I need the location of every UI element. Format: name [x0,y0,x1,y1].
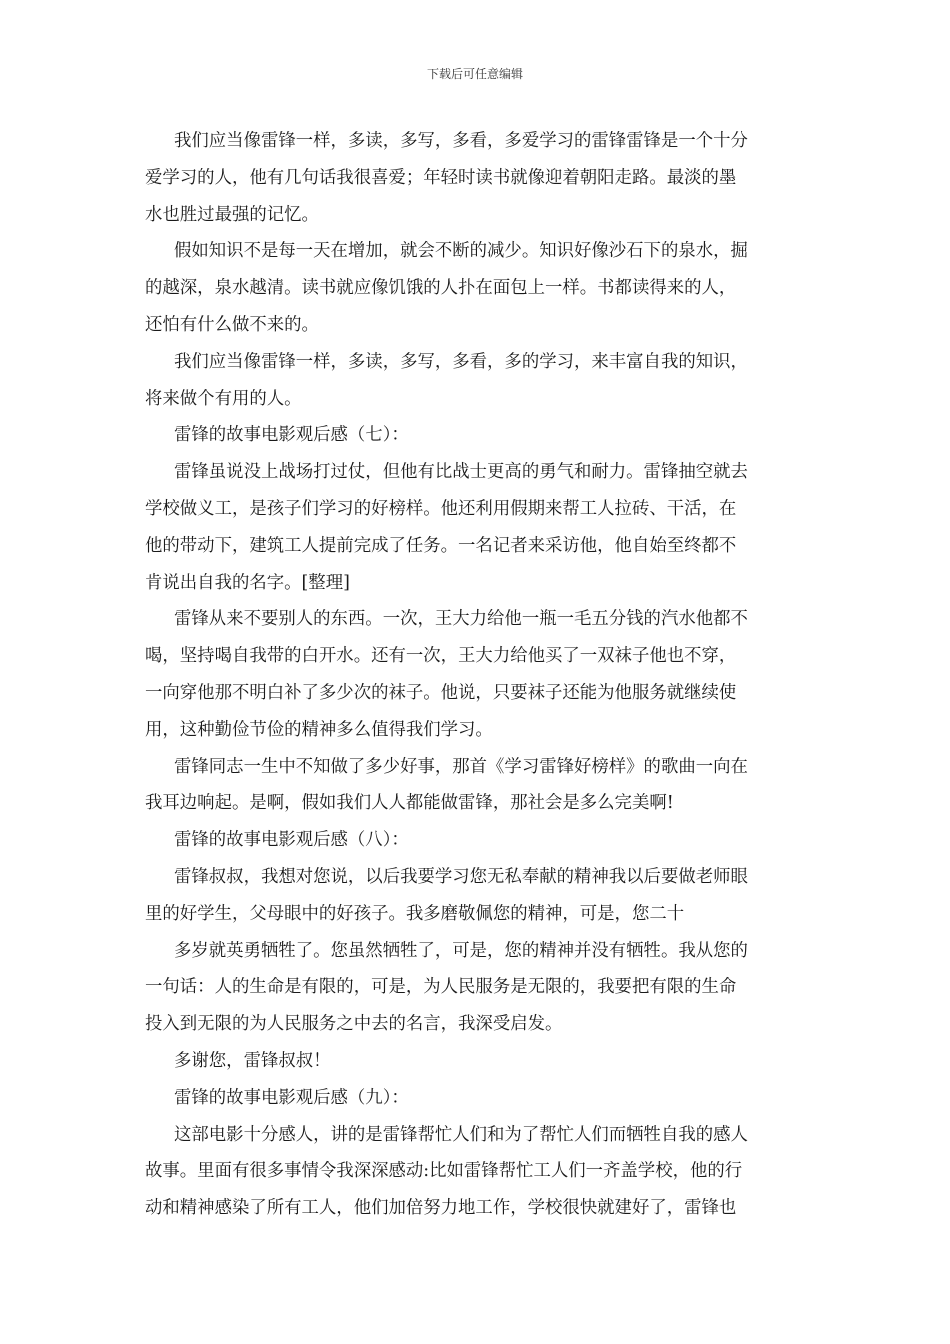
text-line: 雷锋的故事电影观后感（八）： [174,830,409,851]
text-line: 一句话：人的生命是有限的，可是，为人民服务是无限的，我要把有限的生命 [145,977,737,998]
text-line: 投入到无限的为人民服务之中去的名言，我深受启发。 [145,1014,563,1035]
paragraph [145,601,809,748]
paragraph [145,123,809,233]
text-line: 喝，坚持喝自我带的白开水。还有一次，王大力给他买了一双袜子他也不穿， [145,646,737,667]
paragraph [145,417,809,454]
paragraph [145,933,809,1043]
text-line: 雷锋从来不要别人的东西。一次，王大力给他一瓶一毛五分钱的汽水他都不 [174,609,748,630]
paragraph [145,454,809,601]
text-line: 我耳边响起。是啊，假如我们人人都能做雷锋，那社会是多么完美啊! [145,793,674,814]
paragraph [145,233,809,343]
page-header: 下载后可任意编辑 [426,67,523,81]
text-line: 用，这种勤俭节俭的精神多么值得我们学习。 [145,719,493,740]
paragraph [145,1043,809,1080]
text-line: 雷锋同志一生中不知做了多少好事，那首《学习雷锋好榜样》的歌曲一向在 [174,756,748,777]
paragraph [145,749,809,823]
paragraph [145,1117,809,1227]
text-line: 里的好学生，父母眼中的好孩子。我多磨敬佩您的精神，可是，您二十 [145,903,685,924]
text-line: 假如知识不是每一天在增加，就会不断的减少。知识好像沙石下的泉水，掘 [174,241,748,262]
text-line: 还怕有什么做不来的。 [145,314,319,335]
text-line: 这部电影十分感人，讲的是雷锋帮忙人们和为了帮忙人们而牺牲自我的感人 [174,1124,748,1145]
paragraph [145,859,809,933]
text-line: 雷锋的故事电影观后感（九）： [174,1087,409,1108]
paragraph [145,344,809,418]
text-line: 故事。里面有很多事情令我深深感动:比如雷锋帮忙工人们一齐盖学校，他的行 [145,1161,743,1182]
paragraph [145,1080,809,1117]
text-line: 的越深，泉水越清。读书就应像饥饿的人扑在面包上一样。书都读得来的人， [145,278,737,299]
paragraph [145,822,809,859]
text-line: 多谢您，雷锋叔叔！ [174,1050,331,1071]
text-line: 动和精神感染了所有工人，他们加倍努力地工作，学校很快就建好了，雷锋也 [145,1198,737,1219]
text-line: 他的带动下，建筑工人提前完成了任务。一名记者来采访他，他自始至终都不 [145,535,737,556]
text-line: 多岁就英勇牺牲了。您虽然牺牲了，可是，您的精神并没有牺牲。我从您的 [174,940,748,961]
text-line: 雷锋虽说没上战场打过仗，但他有比战士更高的勇气和耐力。雷锋抽空就去 [174,462,748,483]
text-line: 爱学习的人，他有几句话我很喜爱；年轻时读书就像迎着朝阳走路。最淡的墨 [145,167,737,188]
text-line: 我们应当像雷锋一样，多读，多写，多看，多的学习，来丰富自我的知识， [174,351,748,372]
text-line: 我们应当像雷锋一样，多读，多写，多看，多爱学习的雷锋雷锋是一个十分 [174,131,748,151]
text-line: 学校做义工，是孩子们学习的好榜样。他还利用假期来帮工人拉砖、干活，在 [145,498,737,519]
text-line: 雷锋叔叔，我想对您说，以后我要学习您无私奉献的精神我以后要做老师眼 [174,866,748,887]
document-body [145,123,809,1227]
text-line: 将来做个有用的人。 [145,388,302,409]
text-line: 一向穿他那不明白补了多少次的袜子。他说，只要袜子还能为他服务就继续使 [145,682,737,703]
text-line: 雷锋的故事电影观后感（七）： [174,425,409,446]
text-line: 肯说出自我的名字。[整理] [145,572,350,593]
text-line: 水也胜过最强的记忆。 [145,204,319,225]
